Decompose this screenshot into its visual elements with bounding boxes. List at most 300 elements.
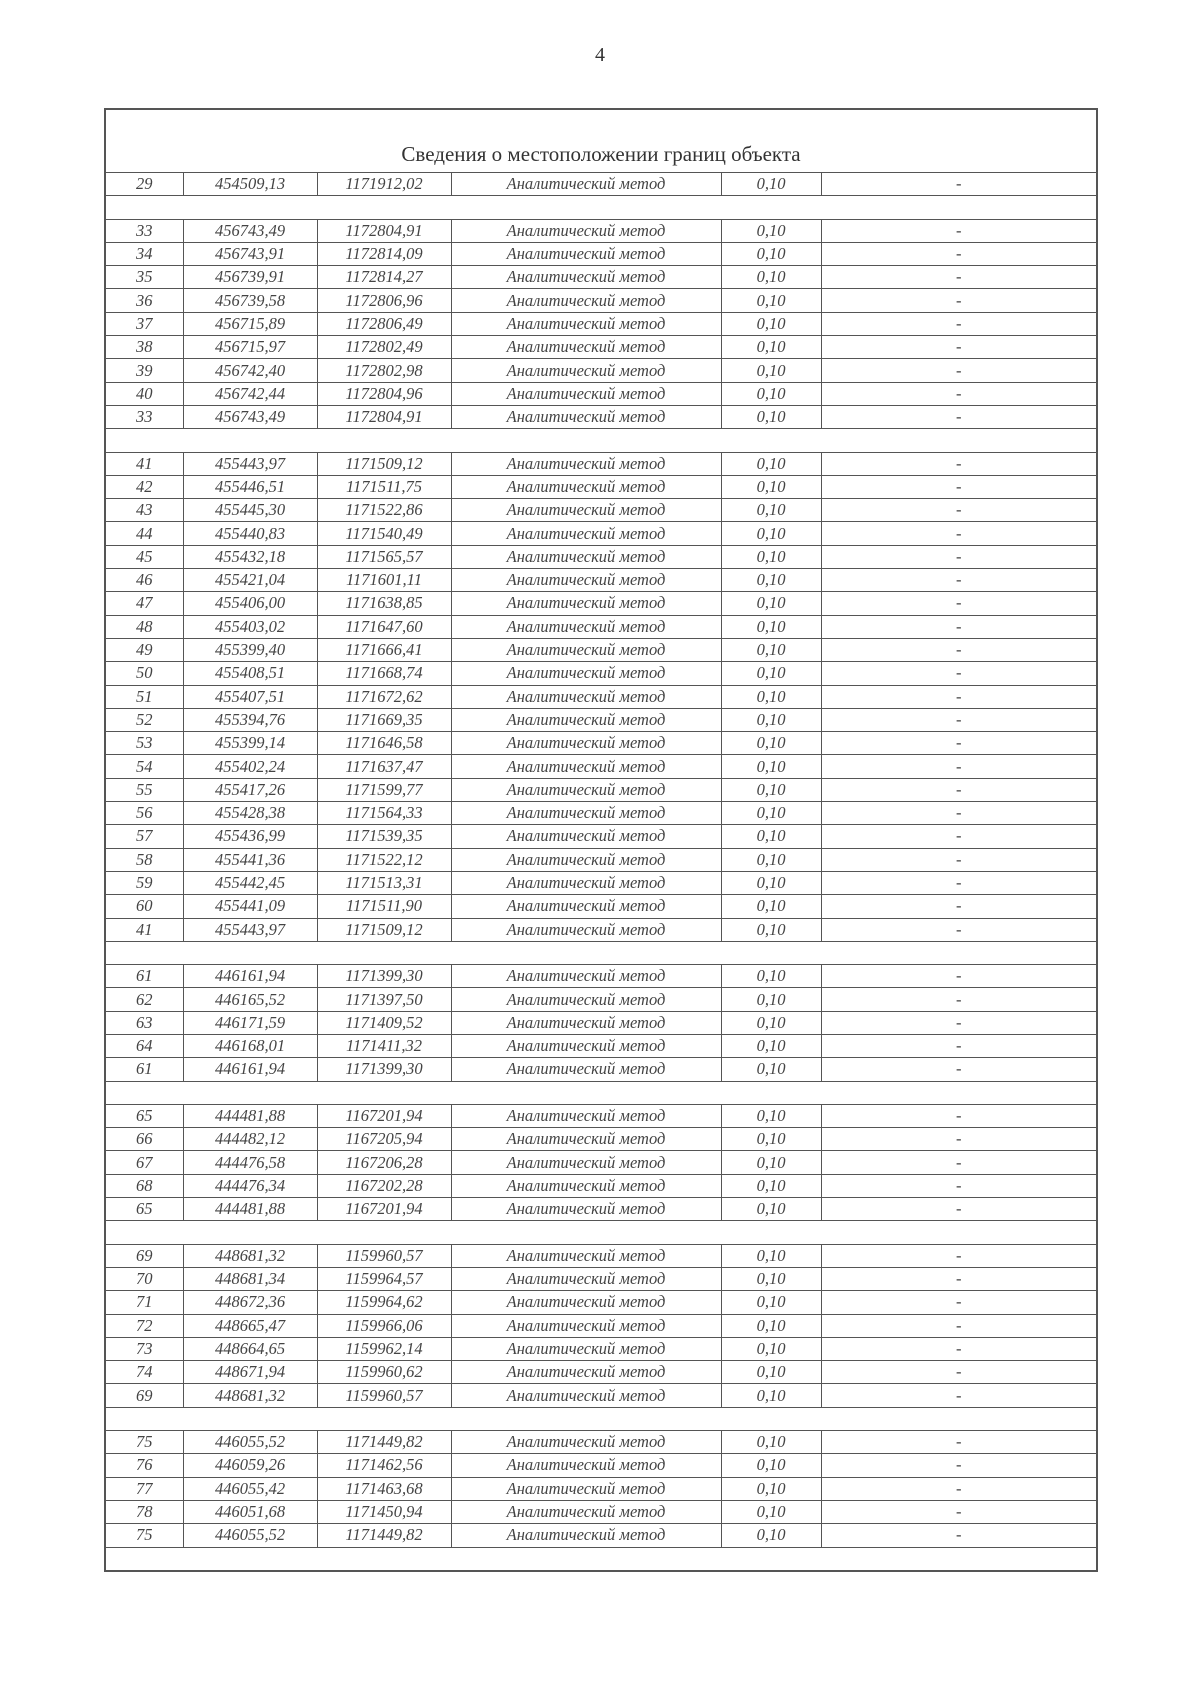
description-cell: -	[821, 1174, 1097, 1197]
method-cell: Аналитический метод	[451, 1058, 721, 1081]
group-separator-row	[105, 1407, 1097, 1430]
y-coordinate-cell: 1171509,12	[317, 918, 451, 941]
accuracy-cell: 0,10	[721, 1128, 821, 1151]
description-cell: -	[821, 569, 1097, 592]
method-cell: Аналитический метод	[451, 1361, 721, 1384]
point-number-cell: 48	[105, 615, 183, 638]
point-number-cell: 60	[105, 895, 183, 918]
method-cell: Аналитический метод	[451, 1431, 721, 1454]
method-cell: Аналитический метод	[451, 522, 721, 545]
point-number-cell: 35	[105, 266, 183, 289]
table-row	[105, 1477, 1097, 1500]
group-separator-cell	[105, 1221, 1097, 1244]
table-row	[105, 1198, 1097, 1221]
description-cell: -	[821, 359, 1097, 382]
description-cell: -	[821, 1244, 1097, 1267]
x-coordinate-cell: 455406,00	[183, 592, 317, 615]
x-coordinate-cell: 456739,58	[183, 289, 317, 312]
y-coordinate-cell: 1172802,98	[317, 359, 451, 382]
x-coordinate-cell: 455432,18	[183, 545, 317, 568]
group-separator-row	[105, 1221, 1097, 1244]
table-row	[105, 569, 1097, 592]
x-coordinate-cell: 446055,52	[183, 1431, 317, 1454]
description-cell: -	[821, 988, 1097, 1011]
x-coordinate-cell: 454509,13	[183, 173, 317, 196]
point-number-cell: 78	[105, 1500, 183, 1523]
group-separator-cell	[105, 1081, 1097, 1104]
method-cell: Аналитический метод	[451, 382, 721, 405]
x-coordinate-cell: 455443,97	[183, 918, 317, 941]
table-row	[105, 732, 1097, 755]
accuracy-cell: 0,10	[721, 289, 821, 312]
description-cell: -	[821, 802, 1097, 825]
description-cell: -	[821, 685, 1097, 708]
description-cell: -	[821, 405, 1097, 428]
method-cell: Аналитический метод	[451, 1477, 721, 1500]
description-cell: -	[821, 662, 1097, 685]
method-cell: Аналитический метод	[451, 615, 721, 638]
method-cell: Аналитический метод	[451, 475, 721, 498]
x-coordinate-cell: 456742,40	[183, 359, 317, 382]
x-coordinate-cell: 448664,65	[183, 1337, 317, 1360]
description-cell: -	[821, 871, 1097, 894]
group-separator-cell	[105, 941, 1097, 964]
description-cell: -	[821, 1104, 1097, 1127]
x-coordinate-cell: 455399,40	[183, 638, 317, 661]
y-coordinate-cell: 1167202,28	[317, 1174, 451, 1197]
x-coordinate-cell: 446059,26	[183, 1454, 317, 1477]
description-cell: -	[821, 382, 1097, 405]
y-coordinate-cell: 1171601,11	[317, 569, 451, 592]
description-cell: -	[821, 825, 1097, 848]
description-cell: -	[821, 475, 1097, 498]
description-cell: -	[821, 615, 1097, 638]
accuracy-cell: 0,10	[721, 545, 821, 568]
description-cell: -	[821, 522, 1097, 545]
y-coordinate-cell: 1159962,14	[317, 1337, 451, 1360]
point-number-cell: 41	[105, 452, 183, 475]
description-cell: -	[821, 499, 1097, 522]
y-coordinate-cell: 1171646,58	[317, 732, 451, 755]
accuracy-cell: 0,10	[721, 825, 821, 848]
point-number-cell: 64	[105, 1034, 183, 1057]
x-coordinate-cell: 448672,36	[183, 1291, 317, 1314]
x-coordinate-cell: 455436,99	[183, 825, 317, 848]
table-row	[105, 1104, 1097, 1127]
point-number-cell: 51	[105, 685, 183, 708]
method-cell: Аналитический метод	[451, 592, 721, 615]
y-coordinate-cell: 1171399,30	[317, 965, 451, 988]
method-cell: Аналитический метод	[451, 638, 721, 661]
accuracy-cell: 0,10	[721, 1384, 821, 1407]
x-coordinate-cell: 444476,34	[183, 1174, 317, 1197]
y-coordinate-cell: 1171912,02	[317, 173, 451, 196]
point-number-cell: 54	[105, 755, 183, 778]
point-number-cell: 75	[105, 1431, 183, 1454]
table-row	[105, 685, 1097, 708]
x-coordinate-cell: 446168,01	[183, 1034, 317, 1057]
description-cell: -	[821, 755, 1097, 778]
point-number-cell: 61	[105, 1058, 183, 1081]
accuracy-cell: 0,10	[721, 522, 821, 545]
group-separator-row	[105, 1081, 1097, 1104]
accuracy-cell: 0,10	[721, 778, 821, 801]
accuracy-cell: 0,10	[721, 499, 821, 522]
description-cell: -	[821, 1524, 1097, 1547]
method-cell: Аналитический метод	[451, 988, 721, 1011]
table-row	[105, 545, 1097, 568]
description-cell: -	[821, 1151, 1097, 1174]
table-row	[105, 1384, 1097, 1407]
accuracy-cell: 0,10	[721, 988, 821, 1011]
description-cell: -	[821, 1011, 1097, 1034]
accuracy-cell: 0,10	[721, 685, 821, 708]
point-number-cell: 40	[105, 382, 183, 405]
table-row	[105, 266, 1097, 289]
description-cell: -	[821, 1128, 1097, 1151]
y-coordinate-cell: 1171513,31	[317, 871, 451, 894]
x-coordinate-cell: 448681,32	[183, 1384, 317, 1407]
point-number-cell: 45	[105, 545, 183, 568]
accuracy-cell: 0,10	[721, 266, 821, 289]
method-cell: Аналитический метод	[451, 848, 721, 871]
y-coordinate-cell: 1159960,57	[317, 1384, 451, 1407]
accuracy-cell: 0,10	[721, 1361, 821, 1384]
point-number-cell: 47	[105, 592, 183, 615]
x-coordinate-cell: 446055,42	[183, 1477, 317, 1500]
method-cell: Аналитический метод	[451, 732, 721, 755]
method-cell: Аналитический метод	[451, 778, 721, 801]
table-row	[105, 1151, 1097, 1174]
accuracy-cell: 0,10	[721, 475, 821, 498]
table-row	[105, 1337, 1097, 1360]
accuracy-cell: 0,10	[721, 1337, 821, 1360]
y-coordinate-cell: 1171637,47	[317, 755, 451, 778]
x-coordinate-cell: 446055,52	[183, 1524, 317, 1547]
accuracy-cell: 0,10	[721, 1244, 821, 1267]
accuracy-cell: 0,10	[721, 1267, 821, 1290]
point-number-cell: 61	[105, 965, 183, 988]
accuracy-cell: 0,10	[721, 382, 821, 405]
table-row	[105, 1500, 1097, 1523]
x-coordinate-cell: 448671,94	[183, 1361, 317, 1384]
point-number-cell: 43	[105, 499, 183, 522]
method-cell: Аналитический метод	[451, 1128, 721, 1151]
x-coordinate-cell: 446165,52	[183, 988, 317, 1011]
point-number-cell: 29	[105, 173, 183, 196]
x-coordinate-cell: 456742,44	[183, 382, 317, 405]
method-cell: Аналитический метод	[451, 1198, 721, 1221]
group-separator-cell	[105, 1407, 1097, 1430]
method-cell: Аналитический метод	[451, 802, 721, 825]
description-cell: -	[821, 1058, 1097, 1081]
table-row	[105, 1524, 1097, 1547]
point-number-cell: 56	[105, 802, 183, 825]
table-row	[105, 1291, 1097, 1314]
y-coordinate-cell: 1171399,30	[317, 1058, 451, 1081]
y-coordinate-cell: 1171511,90	[317, 895, 451, 918]
table-title: Сведения о местоположении границ объекта	[105, 109, 1097, 173]
method-cell: Аналитический метод	[451, 359, 721, 382]
method-cell: Аналитический метод	[451, 173, 721, 196]
point-number-cell: 71	[105, 1291, 183, 1314]
table-row	[105, 615, 1097, 638]
description-cell: -	[821, 336, 1097, 359]
method-cell: Аналитический метод	[451, 499, 721, 522]
method-cell: Аналитический метод	[451, 1337, 721, 1360]
point-number-cell: 36	[105, 289, 183, 312]
accuracy-cell: 0,10	[721, 1104, 821, 1127]
y-coordinate-cell: 1167206,28	[317, 1151, 451, 1174]
x-coordinate-cell: 455441,36	[183, 848, 317, 871]
method-cell: Аналитический метод	[451, 1524, 721, 1547]
accuracy-cell: 0,10	[721, 1524, 821, 1547]
point-number-cell: 33	[105, 405, 183, 428]
accuracy-cell: 0,10	[721, 638, 821, 661]
x-coordinate-cell: 455421,04	[183, 569, 317, 592]
y-coordinate-cell: 1159964,62	[317, 1291, 451, 1314]
table-row	[105, 802, 1097, 825]
table-row	[105, 708, 1097, 731]
x-coordinate-cell: 455442,45	[183, 871, 317, 894]
point-number-cell: 72	[105, 1314, 183, 1337]
y-coordinate-cell: 1171672,62	[317, 685, 451, 708]
accuracy-cell: 0,10	[721, 359, 821, 382]
group-separator-cell	[105, 196, 1097, 219]
description-cell: -	[821, 289, 1097, 312]
accuracy-cell: 0,10	[721, 848, 821, 871]
y-coordinate-cell: 1172804,91	[317, 405, 451, 428]
y-coordinate-cell: 1171397,50	[317, 988, 451, 1011]
accuracy-cell: 0,10	[721, 219, 821, 242]
table-row	[105, 475, 1097, 498]
accuracy-cell: 0,10	[721, 965, 821, 988]
point-number-cell: 75	[105, 1524, 183, 1547]
accuracy-cell: 0,10	[721, 452, 821, 475]
y-coordinate-cell: 1167201,94	[317, 1104, 451, 1127]
y-coordinate-cell: 1172814,09	[317, 242, 451, 265]
description-cell: -	[821, 965, 1097, 988]
table-row	[105, 1267, 1097, 1290]
accuracy-cell: 0,10	[721, 755, 821, 778]
description-cell: -	[821, 1034, 1097, 1057]
accuracy-cell: 0,10	[721, 895, 821, 918]
group-separator-cell	[105, 429, 1097, 452]
table-row	[105, 662, 1097, 685]
point-number-cell: 63	[105, 1011, 183, 1034]
table-row	[105, 1058, 1097, 1081]
accuracy-cell: 0,10	[721, 1291, 821, 1314]
group-separator-row	[105, 429, 1097, 452]
method-cell: Аналитический метод	[451, 266, 721, 289]
point-number-cell: 50	[105, 662, 183, 685]
x-coordinate-cell: 448681,32	[183, 1244, 317, 1267]
table-row	[105, 405, 1097, 428]
x-coordinate-cell: 444482,12	[183, 1128, 317, 1151]
method-cell: Аналитический метод	[451, 452, 721, 475]
table-row	[105, 918, 1097, 941]
point-number-cell: 55	[105, 778, 183, 801]
method-cell: Аналитический метод	[451, 662, 721, 685]
y-coordinate-cell: 1167205,94	[317, 1128, 451, 1151]
group-separator-row	[105, 941, 1097, 964]
y-coordinate-cell: 1171411,32	[317, 1034, 451, 1057]
x-coordinate-cell: 444481,88	[183, 1104, 317, 1127]
point-number-cell: 37	[105, 312, 183, 335]
x-coordinate-cell: 446051,68	[183, 1500, 317, 1523]
point-number-cell: 66	[105, 1128, 183, 1151]
method-cell: Аналитический метод	[451, 405, 721, 428]
y-coordinate-cell: 1171462,56	[317, 1454, 451, 1477]
y-coordinate-cell: 1171638,85	[317, 592, 451, 615]
description-cell: -	[821, 312, 1097, 335]
table-row	[105, 242, 1097, 265]
x-coordinate-cell: 455428,38	[183, 802, 317, 825]
x-coordinate-cell: 456743,49	[183, 219, 317, 242]
description-cell: -	[821, 1267, 1097, 1290]
point-number-cell: 73	[105, 1337, 183, 1360]
method-cell: Аналитический метод	[451, 289, 721, 312]
point-number-cell: 67	[105, 1151, 183, 1174]
y-coordinate-cell: 1172802,49	[317, 336, 451, 359]
x-coordinate-cell: 444481,88	[183, 1198, 317, 1221]
point-number-cell: 65	[105, 1198, 183, 1221]
table-title-row	[105, 109, 1097, 173]
method-cell: Аналитический метод	[451, 1104, 721, 1127]
y-coordinate-cell: 1159964,57	[317, 1267, 451, 1290]
accuracy-cell: 0,10	[721, 662, 821, 685]
group-separator-row	[105, 1547, 1097, 1571]
accuracy-cell: 0,10	[721, 802, 821, 825]
x-coordinate-cell: 446161,94	[183, 1058, 317, 1081]
accuracy-cell: 0,10	[721, 173, 821, 196]
method-cell: Аналитический метод	[451, 871, 721, 894]
y-coordinate-cell: 1171539,35	[317, 825, 451, 848]
description-cell: -	[821, 1337, 1097, 1360]
x-coordinate-cell: 456715,89	[183, 312, 317, 335]
method-cell: Аналитический метод	[451, 895, 721, 918]
method-cell: Аналитический метод	[451, 545, 721, 568]
table-row	[105, 219, 1097, 242]
method-cell: Аналитический метод	[451, 685, 721, 708]
point-number-cell: 46	[105, 569, 183, 592]
x-coordinate-cell: 455408,51	[183, 662, 317, 685]
point-number-cell: 39	[105, 359, 183, 382]
y-coordinate-cell: 1171540,49	[317, 522, 451, 545]
description-cell: -	[821, 219, 1097, 242]
method-cell: Аналитический метод	[451, 312, 721, 335]
x-coordinate-cell: 456715,97	[183, 336, 317, 359]
description-cell: -	[821, 732, 1097, 755]
method-cell: Аналитический метод	[451, 1151, 721, 1174]
table-body	[105, 109, 1097, 1571]
point-number-cell: 52	[105, 708, 183, 731]
method-cell: Аналитический метод	[451, 755, 721, 778]
point-number-cell: 69	[105, 1384, 183, 1407]
point-number-cell: 65	[105, 1104, 183, 1127]
accuracy-cell: 0,10	[721, 1011, 821, 1034]
x-coordinate-cell: 444476,58	[183, 1151, 317, 1174]
table-row	[105, 336, 1097, 359]
table-row	[105, 312, 1097, 335]
point-number-cell: 70	[105, 1267, 183, 1290]
page-number: 4	[595, 44, 605, 66]
table-row	[105, 1011, 1097, 1034]
x-coordinate-cell: 456743,91	[183, 242, 317, 265]
table-row	[105, 522, 1097, 545]
method-cell: Аналитический метод	[451, 965, 721, 988]
description-cell: -	[821, 452, 1097, 475]
table-row	[105, 1174, 1097, 1197]
method-cell: Аналитический метод	[451, 1314, 721, 1337]
method-cell: Аналитический метод	[451, 918, 721, 941]
y-coordinate-cell: 1171450,94	[317, 1500, 451, 1523]
accuracy-cell: 0,10	[721, 1174, 821, 1197]
table-row	[105, 965, 1097, 988]
point-number-cell: 62	[105, 988, 183, 1011]
accuracy-cell: 0,10	[721, 569, 821, 592]
point-number-cell: 34	[105, 242, 183, 265]
accuracy-cell: 0,10	[721, 1034, 821, 1057]
method-cell: Аналитический метод	[451, 1384, 721, 1407]
description-cell: -	[821, 918, 1097, 941]
table-row	[105, 895, 1097, 918]
description-cell: -	[821, 242, 1097, 265]
y-coordinate-cell: 1171647,60	[317, 615, 451, 638]
description-cell: -	[821, 1454, 1097, 1477]
point-number-cell: 77	[105, 1477, 183, 1500]
accuracy-cell: 0,10	[721, 1151, 821, 1174]
accuracy-cell: 0,10	[721, 1314, 821, 1337]
table-row	[105, 638, 1097, 661]
x-coordinate-cell: 456743,49	[183, 405, 317, 428]
description-cell: -	[821, 708, 1097, 731]
point-number-cell: 49	[105, 638, 183, 661]
y-coordinate-cell: 1171449,82	[317, 1431, 451, 1454]
table-row	[105, 499, 1097, 522]
method-cell: Аналитический метод	[451, 1267, 721, 1290]
x-coordinate-cell: 446161,94	[183, 965, 317, 988]
description-cell: -	[821, 1291, 1097, 1314]
x-coordinate-cell: 455402,24	[183, 755, 317, 778]
point-number-cell: 38	[105, 336, 183, 359]
point-number-cell: 68	[105, 1174, 183, 1197]
table-row	[105, 1361, 1097, 1384]
description-cell: -	[821, 895, 1097, 918]
method-cell: Аналитический метод	[451, 1454, 721, 1477]
accuracy-cell: 0,10	[721, 242, 821, 265]
table-row	[105, 592, 1097, 615]
y-coordinate-cell: 1171522,12	[317, 848, 451, 871]
y-coordinate-cell: 1172806,96	[317, 289, 451, 312]
description-cell: -	[821, 848, 1097, 871]
x-coordinate-cell: 455403,02	[183, 615, 317, 638]
description-cell: -	[821, 1314, 1097, 1337]
table-row	[105, 289, 1097, 312]
method-cell: Аналитический метод	[451, 569, 721, 592]
table-row	[105, 988, 1097, 1011]
table-row	[105, 452, 1097, 475]
description-cell: -	[821, 638, 1097, 661]
description-cell: -	[821, 1384, 1097, 1407]
y-coordinate-cell: 1159966,06	[317, 1314, 451, 1337]
point-number-cell: 44	[105, 522, 183, 545]
method-cell: Аналитический метод	[451, 708, 721, 731]
table-row	[105, 1244, 1097, 1267]
description-cell: -	[821, 173, 1097, 196]
description-cell: -	[821, 1477, 1097, 1500]
accuracy-cell: 0,10	[721, 732, 821, 755]
